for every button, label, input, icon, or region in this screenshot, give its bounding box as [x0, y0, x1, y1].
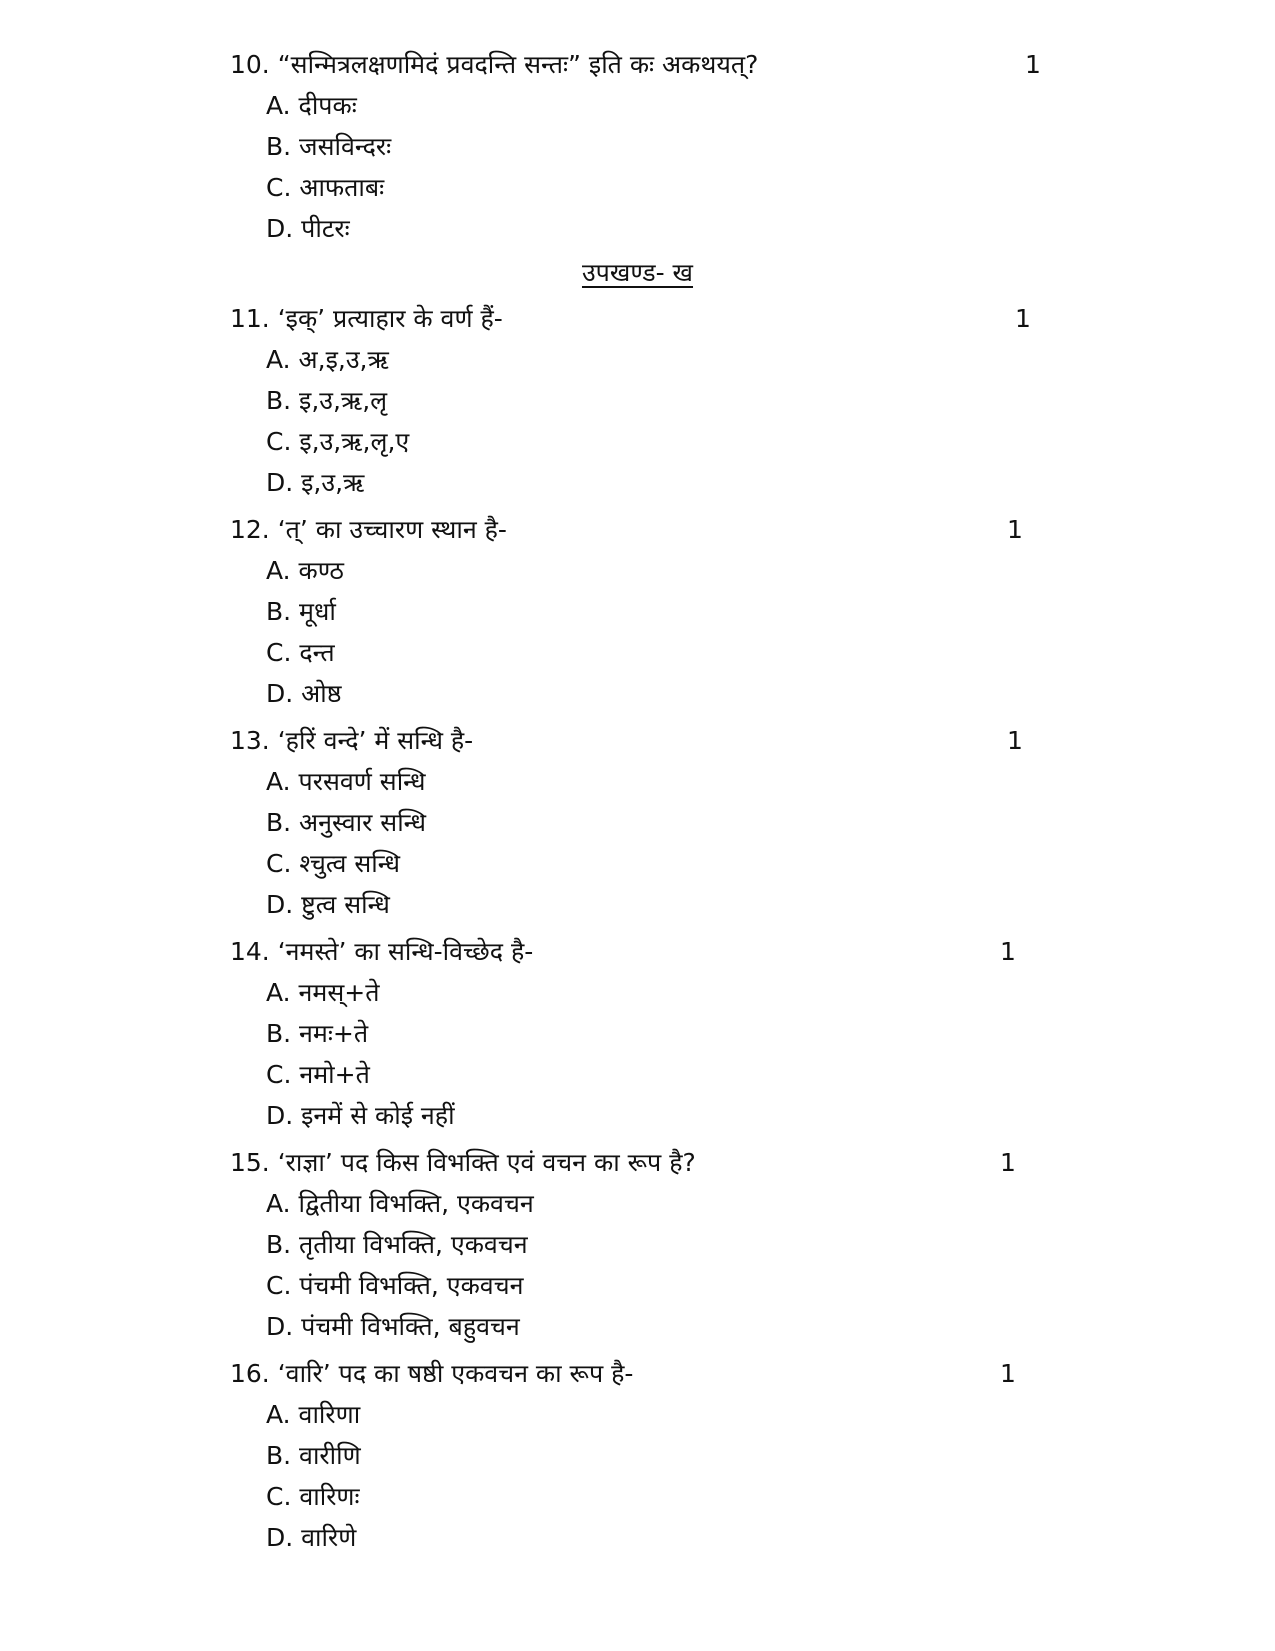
option-c: C. इ,उ,ऋ,लृ,ए	[266, 427, 410, 456]
question-marks: 1	[1007, 515, 1023, 544]
question-text: ‘नमस्ते’ का सन्धि-विच्छेद है-	[277, 937, 534, 966]
option-d: D. पंचमी विभक्ति, बहुवचन	[266, 1312, 520, 1341]
option-d: D. ओष्ठ	[266, 679, 342, 708]
option-c: C. आफताबः	[266, 173, 385, 202]
question-marks: 1	[1015, 304, 1031, 333]
question-text: ‘हरिं वन्दे’ में सन्धि है-	[277, 726, 474, 755]
option-b: B. वारीणि	[266, 1441, 361, 1470]
question-number: 10.	[230, 50, 270, 79]
option-a: A. दीपकः	[266, 91, 357, 120]
option-c: C. वारिणः	[266, 1482, 360, 1511]
question-11	[230, 304, 503, 334]
option-d: D. पीटरः	[266, 214, 350, 243]
option-d: D. इ,उ,ऋ	[266, 468, 365, 497]
option-d: D. इनमें से कोई नहीं	[266, 1101, 455, 1130]
question-number: 13.	[230, 726, 270, 755]
question-text: ‘वारि’ पद का षष्ठी एकवचन का रूप है-	[277, 1359, 634, 1388]
option-b: B. तृतीया विभक्ति, एकवचन	[266, 1230, 528, 1259]
question-marks: 1	[1025, 50, 1041, 79]
option-b: B. जसविन्दरः	[266, 132, 392, 161]
question-number: 15.	[230, 1148, 270, 1177]
question-16	[230, 1359, 633, 1389]
option-c: C. नमो+ते	[266, 1060, 370, 1089]
option-a: A. द्वितीया विभक्ति, एकवचन	[266, 1189, 534, 1218]
question-text: ‘राज्ञा’ पद किस विभक्ति एवं वचन का रूप है?	[277, 1148, 696, 1177]
question-marks: 1	[1000, 1359, 1016, 1388]
option-b: B. अनुस्वार सन्धि	[266, 808, 426, 837]
question-text: “सन्मित्रलक्षणमिदं प्रवदन्ति सन्तः” इति कः अकथयत्?	[277, 50, 759, 79]
option-a: A. परसवर्ण सन्धि	[266, 767, 426, 796]
question-marks: 1	[1000, 937, 1016, 966]
question-number: 12.	[230, 515, 270, 544]
question-12	[230, 515, 507, 545]
option-a: A. अ,इ,उ,ऋ	[266, 345, 389, 374]
option-a: A. कण्ठ	[266, 556, 344, 585]
option-b: B. मूर्धा	[266, 597, 336, 626]
option-a: A. नमस्+ते	[266, 978, 380, 1007]
option-c: C. पंचमी विभक्ति, एकवचन	[266, 1271, 524, 1300]
question-14	[230, 937, 533, 967]
option-d: D. ष्टुत्व सन्धि	[266, 890, 390, 919]
question-10	[230, 50, 758, 80]
option-b: B. इ,उ,ऋ,लृ	[266, 386, 388, 415]
option-d: D. वारिणे	[266, 1523, 357, 1552]
question-13	[230, 726, 473, 756]
question-number: 14.	[230, 937, 270, 966]
question-number: 16.	[230, 1359, 270, 1388]
question-marks: 1	[1007, 726, 1023, 755]
option-c: C. श्चुत्व सन्धि	[266, 849, 400, 878]
option-b: B. नमः+ते	[266, 1019, 369, 1048]
question-marks: 1	[1000, 1148, 1016, 1177]
option-c: C. दन्त	[266, 638, 335, 667]
question-number: 11.	[230, 304, 270, 333]
question-text: ‘त्’ का उच्चारण स्थान है-	[277, 515, 507, 544]
question-15	[230, 1148, 696, 1178]
section-heading: उपखण्ड- ख	[581, 258, 694, 287]
option-a: A. वारिणा	[266, 1400, 361, 1429]
question-text: ‘इक्’ प्रत्याहार के वर्ण हैं-	[277, 304, 503, 333]
